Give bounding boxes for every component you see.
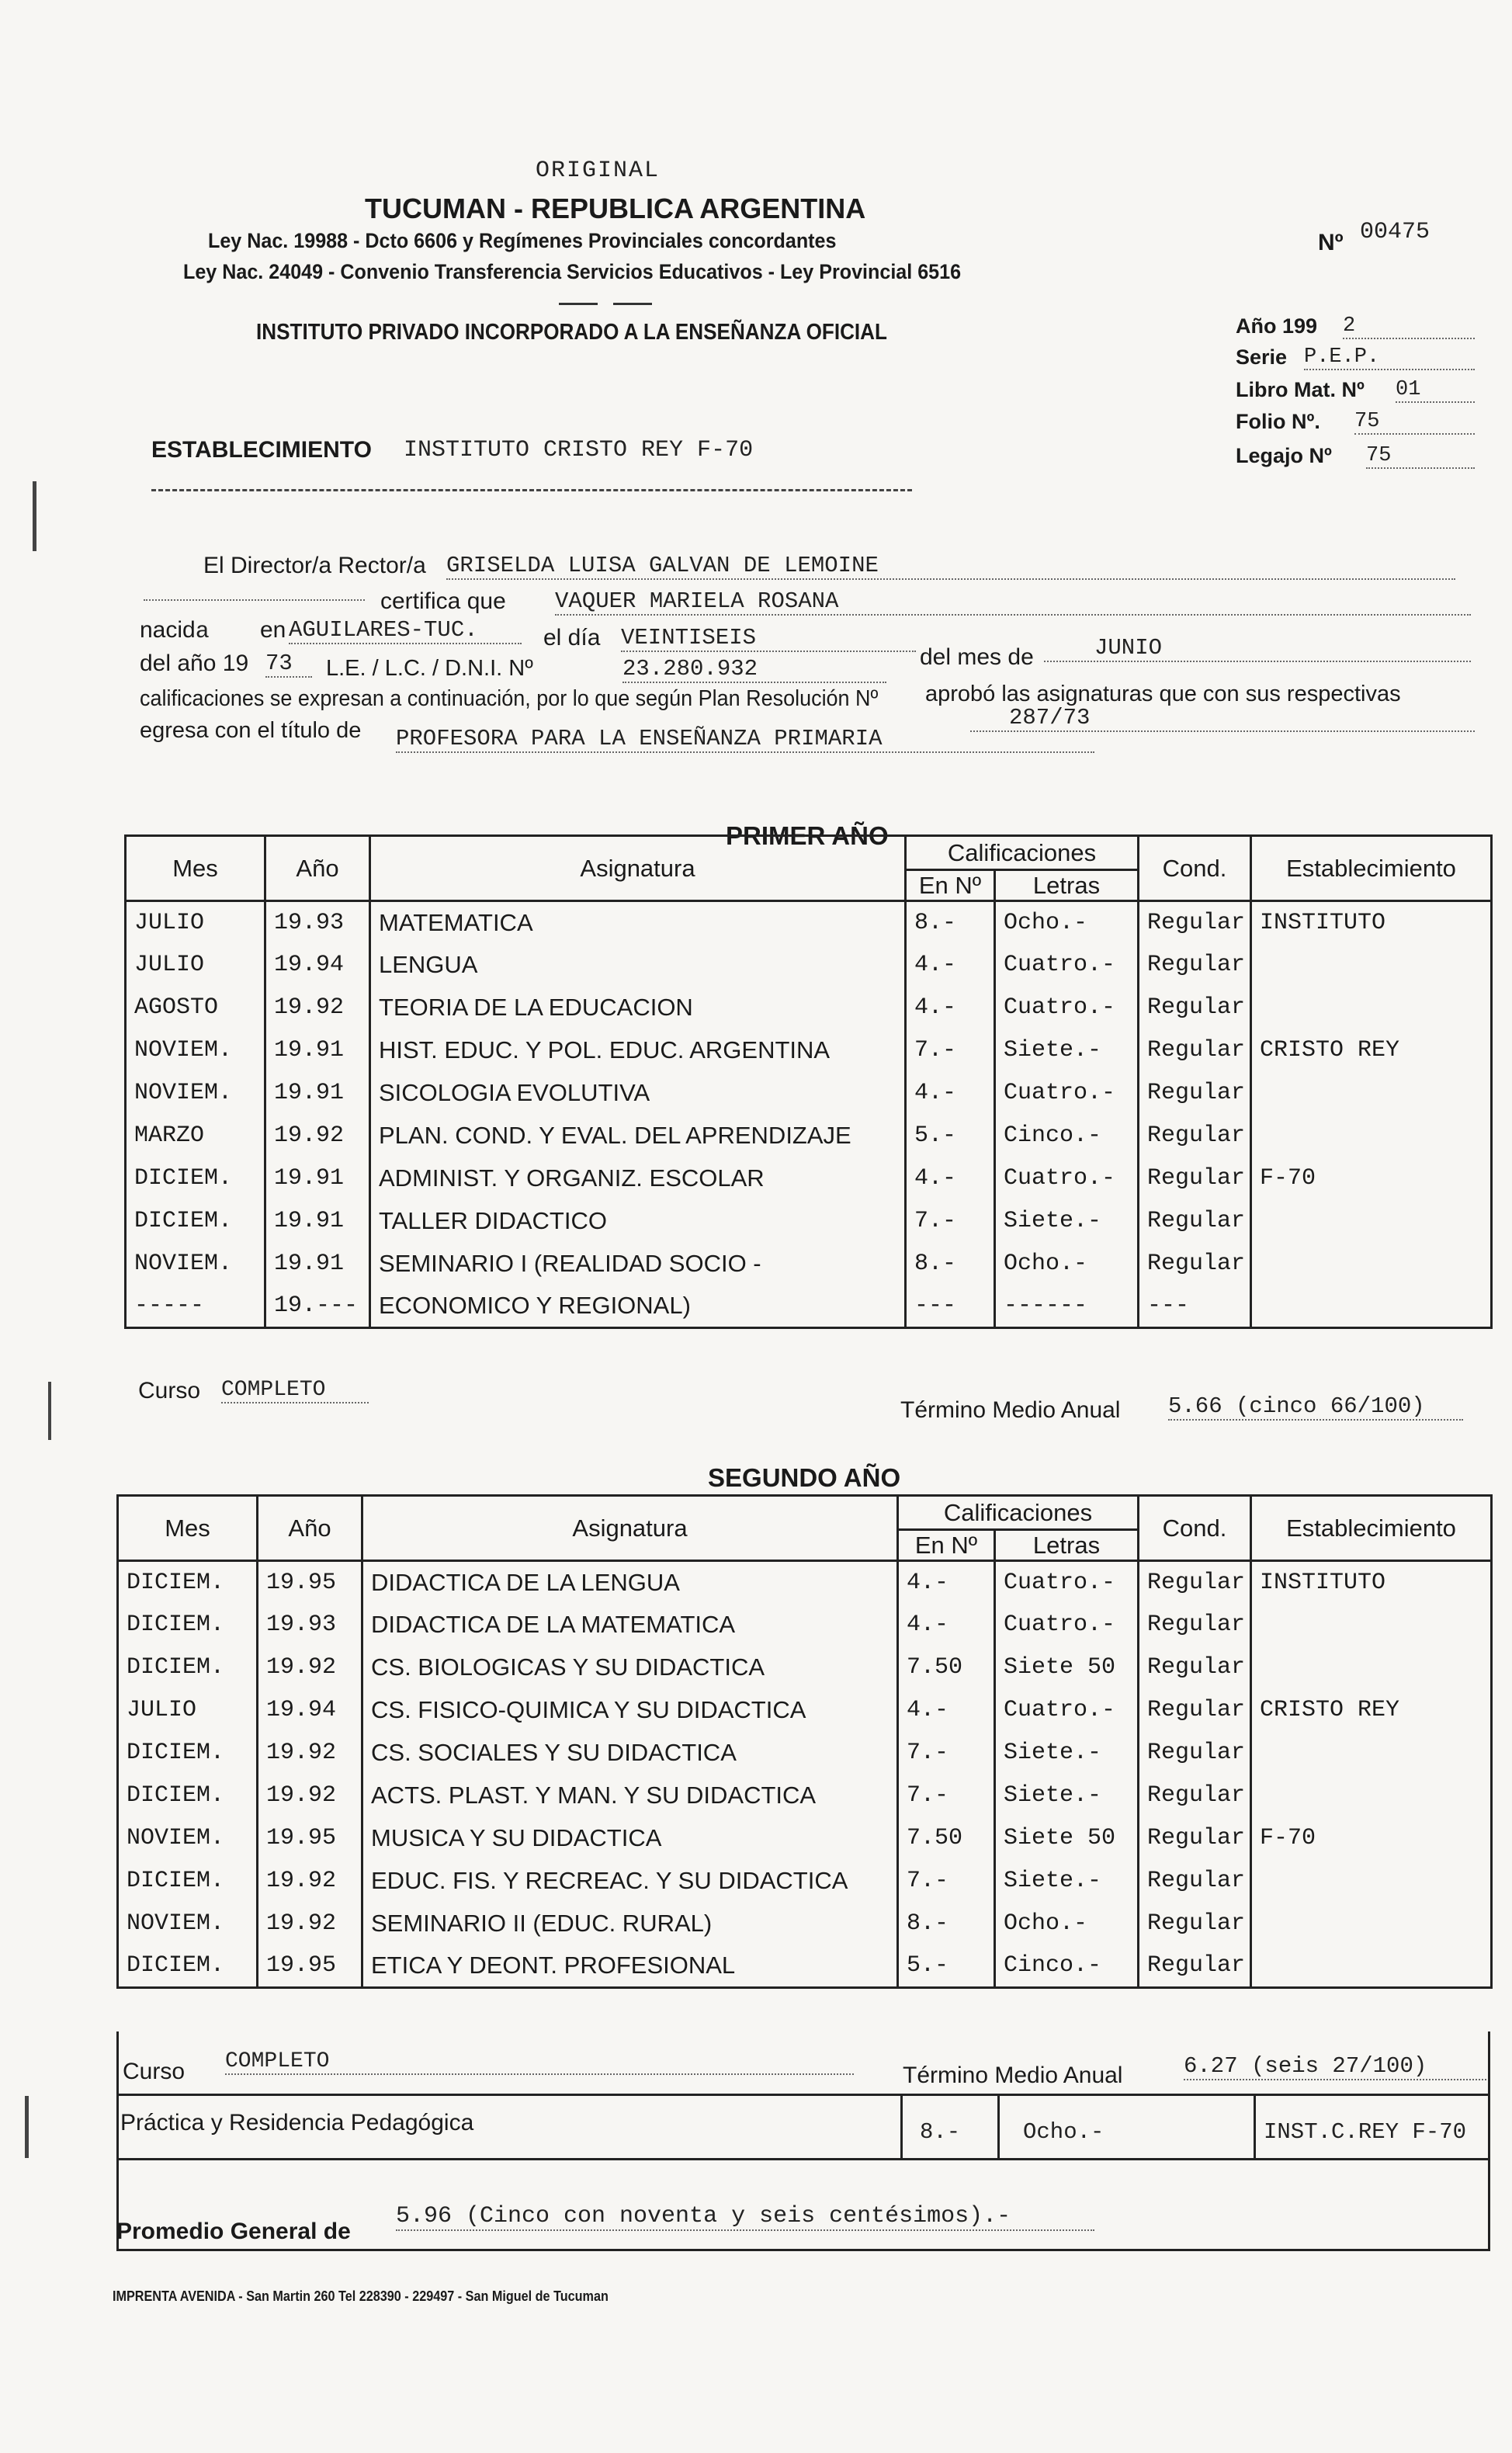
row-anio: 19.91 [265, 1200, 370, 1243]
primer-termino-value: 5.66 (cinco 66/100) [1168, 1393, 1463, 1421]
row-letras: Cuatro.- [995, 987, 1139, 1029]
row-establecimiento [1251, 1072, 1492, 1115]
col-mes: Mes [118, 1496, 258, 1561]
row-asignatura: ECONOMICO Y REGIONAL) [370, 1285, 906, 1328]
row-letras: Cinco.- [995, 1115, 1139, 1157]
row-asignatura: TALLER DIDACTICO [370, 1200, 906, 1243]
row-anio: 19.94 [265, 944, 370, 987]
divider [559, 303, 598, 305]
table-row [126, 1200, 1492, 1243]
libro-label: Libro Mat. Nº [1236, 378, 1365, 401]
primer-anio-table [124, 834, 1493, 1329]
col-en-n: En Nº [898, 1530, 995, 1561]
row-letras: Ocho.- [995, 1243, 1139, 1285]
row-letras: Ocho.- [995, 1903, 1139, 1945]
col-anio: Año [265, 836, 370, 901]
row-anio: 19.95 [258, 1817, 362, 1860]
row-asignatura: DIDACTICA DE LA MATEMATICA [362, 1604, 898, 1646]
table-row [118, 1817, 1492, 1860]
row-mes: NOVIEM. [118, 1903, 258, 1945]
row-cond: Regular [1139, 1072, 1251, 1115]
row-mes: DICIEM. [118, 1945, 258, 1988]
row-establecimiento [1251, 1285, 1492, 1328]
row-en-n: 7.50 [898, 1646, 995, 1689]
row-cond: Regular [1139, 944, 1251, 987]
row-anio: 19.94 [258, 1689, 362, 1732]
row-establecimiento [1251, 1775, 1492, 1817]
anio-value: 73 [265, 651, 312, 678]
row-cond: Regular [1139, 1860, 1251, 1903]
segundo-anio-title: SEGUNDO AÑO [708, 1463, 901, 1492]
row-en-n: 4.- [906, 1157, 995, 1200]
row-letras: Siete 50 [995, 1646, 1139, 1689]
row-asignatura: SEMINARIO I (REALIDAD SOCIO - [370, 1243, 906, 1285]
row-anio: 19.92 [258, 1646, 362, 1689]
dashed-rule [151, 489, 912, 491]
row-mes: MARZO [126, 1115, 265, 1157]
row-establecimiento [1251, 1903, 1492, 1945]
row-cond: --- [1139, 1285, 1251, 1328]
row-asignatura: PLAN. COND. Y EVAL. DEL APRENDIZAJE [370, 1115, 906, 1157]
margin-mark [33, 481, 36, 551]
row-anio: 19.92 [258, 1732, 362, 1775]
col-mes: Mes [126, 836, 265, 901]
table-row [126, 944, 1492, 987]
row-en-n: 4.- [906, 1072, 995, 1115]
col-establecimiento: Establecimiento [1251, 836, 1492, 901]
row-en-n: 5.- [898, 1945, 995, 1988]
segundo-termino-label: Término Medio Anual [903, 2063, 1123, 2088]
row-cond: Regular [1139, 1732, 1251, 1775]
legajo-label: Legajo Nº [1236, 444, 1332, 467]
row-letras: Siete.- [995, 1860, 1139, 1903]
row-en-n: 8.- [898, 1903, 995, 1945]
law-line-1: Ley Nac. 19988 - Dcto 6606 y Regímenes Provinciales concordantes [208, 229, 837, 252]
row-establecimiento [1251, 1945, 1492, 1988]
row-establecimiento [1251, 1115, 1492, 1157]
row-cond: Regular [1139, 1604, 1251, 1646]
table-row [126, 1157, 1492, 1200]
row-mes: NOVIEM. [126, 1029, 265, 1072]
table-row [126, 1115, 1492, 1157]
nacido-suffix: a [195, 619, 210, 645]
col-cond: Cond. [1139, 836, 1251, 901]
row-establecimiento: F-70 [1251, 1157, 1492, 1200]
row-mes: AGOSTO [126, 987, 265, 1029]
plan-value: 287/73 [970, 705, 1475, 732]
row-mes: JULIO [126, 944, 265, 987]
establishment-value: INSTITUTO CRISTO REY F-70 [404, 437, 754, 463]
row-asignatura: CS. BIOLOGICAS Y SU DIDACTICA [362, 1646, 898, 1689]
row-anio: 19.92 [265, 1115, 370, 1157]
row-cond: Regular [1139, 1646, 1251, 1689]
row-letras: Cuatro.- [995, 944, 1139, 987]
promedio-value: 5.96 (Cinco con noventa y seis centésimos).- [396, 2203, 1094, 2231]
row-en-n: 4.- [898, 1561, 995, 1604]
row-asignatura: ADMINIST. Y ORGANIZ. ESCOLAR [370, 1157, 906, 1200]
table-row [118, 1903, 1492, 1945]
row-mes: NOVIEM. [126, 1243, 265, 1285]
row-anio: 19.91 [265, 1243, 370, 1285]
primer-termino-label: Término Medio Anual [900, 1397, 1121, 1423]
day-value: VEINTISEIS [621, 625, 916, 652]
row-anio: 19.91 [265, 1157, 370, 1200]
dotted-rule [144, 599, 365, 601]
institute-line: INSTITUTO PRIVADO INCORPORADO A LA ENSEÑANZA OFICIAL [256, 320, 887, 345]
col-en-n: En Nº [906, 870, 995, 901]
table-row [118, 1945, 1492, 1988]
row-en-n: 8.- [906, 901, 995, 944]
row-letras: Cuatro.- [995, 1604, 1139, 1646]
folio-value: 75 [1354, 410, 1475, 435]
nacido-label [140, 617, 210, 645]
row-establecimiento [1251, 1646, 1492, 1689]
col-asignatura: Asignatura [362, 1496, 898, 1561]
table-row [126, 1285, 1492, 1328]
row-letras: Ocho.- [995, 901, 1139, 944]
table-row [126, 1243, 1492, 1285]
row-anio: 19.92 [258, 1860, 362, 1903]
row-establecimiento: F-70 [1251, 1817, 1492, 1860]
nacido-text: nacid [140, 617, 196, 643]
row-asignatura: MUSICA Y SU DIDACTICA [362, 1817, 898, 1860]
row-en-n: 4.- [906, 987, 995, 1029]
row-letras: Cuatro.- [995, 1689, 1139, 1732]
row-mes: JULIO [118, 1689, 258, 1732]
table-row [118, 1775, 1492, 1817]
row-mes: DICIEM. [126, 1200, 265, 1243]
table-row [118, 1561, 1492, 1604]
margin-mark [48, 1382, 51, 1440]
row-establecimiento [1251, 1604, 1492, 1646]
row-anio: 19.93 [265, 901, 370, 944]
row-letras: Siete.- [995, 1775, 1139, 1817]
row-en-n: --- [906, 1285, 995, 1328]
row-en-n: 7.- [906, 1029, 995, 1072]
director-value: GRISELDA LUISA GALVAN DE LEMOINE [446, 553, 1455, 580]
row-anio: 19.95 [258, 1561, 362, 1604]
month-value: JUNIO [1044, 635, 1471, 662]
practica-label: Práctica y Residencia Pedagógica [120, 2110, 474, 2136]
row-cond: Regular [1139, 1689, 1251, 1732]
row-mes: NOVIEM. [126, 1072, 265, 1115]
row-en-n: 7.- [898, 1732, 995, 1775]
row-asignatura: DIDACTICA DE LA LENGUA [362, 1561, 898, 1604]
calificaciones-text: calificaciones se expresan a continuación, por lo que según Plan Resolución Nº [140, 686, 879, 711]
segundo-termino-value: 6.27 (seis 27/100) [1184, 2053, 1486, 2080]
table-row [126, 901, 1492, 944]
row-anio: 19.92 [258, 1775, 362, 1817]
row-en-n: 8.- [906, 1243, 995, 1285]
row-letras: Cinco.- [995, 1945, 1139, 1988]
year-value: 2 [1343, 314, 1475, 339]
row-en-n: 4.- [898, 1604, 995, 1646]
row-establecimiento: INSTITUTO [1251, 901, 1492, 944]
col-anio: Año [258, 1496, 362, 1561]
primer-anio-title: PRIMER AÑO [726, 821, 889, 850]
col-asignatura: Asignatura [370, 836, 906, 901]
number-label: Nº [1318, 230, 1344, 255]
row-en-n: 7.- [898, 1860, 995, 1903]
row-asignatura: SICOLOGIA EVOLUTIVA [370, 1072, 906, 1115]
row-mes: JULIO [126, 901, 265, 944]
table-row [118, 1604, 1492, 1646]
row-cond: Regular [1139, 1157, 1251, 1200]
dni-value: 23.280.932 [622, 656, 886, 683]
row-establecimiento: INSTITUTO [1251, 1561, 1492, 1604]
title-value: PROFESORA PARA LA ENSEÑANZA PRIMARIA [396, 726, 1094, 753]
col-calificaciones: Calificaciones [898, 1496, 1139, 1530]
row-asignatura: TEORIA DE LA EDUCACION [370, 987, 906, 1029]
folio-label: Folio Nº. [1236, 410, 1320, 433]
col-cond: Cond. [1139, 1496, 1251, 1561]
row-mes: DICIEM. [118, 1561, 258, 1604]
mes-label: del mes de [920, 644, 1034, 670]
row-asignatura: ACTS. PLAST. Y MAN. Y SU DIDACTICA [362, 1775, 898, 1817]
row-mes: DICIEM. [118, 1732, 258, 1775]
dia-label: el día [543, 625, 601, 651]
number-value: 00475 [1360, 219, 1431, 245]
row-cond: Regular [1139, 987, 1251, 1029]
law-line-2: Ley Nac. 24049 - Convenio Transferencia Servicios Educativos - Ley Provincial 6516 [183, 260, 962, 283]
row-asignatura: LENGUA [370, 944, 906, 987]
practica-est: INST.C.REY F-70 [1264, 2119, 1467, 2145]
establishment-label: ESTABLECIMIENTO [151, 437, 372, 463]
anio-label: del año 19 [140, 651, 249, 676]
row-establecimiento [1251, 944, 1492, 987]
row-letras: Siete.- [995, 1732, 1139, 1775]
table-row [118, 1860, 1492, 1903]
row-anio: 19.93 [258, 1604, 362, 1646]
divider [997, 2094, 1000, 2158]
header-title: TUCUMAN - REPUBLICA ARGENTINA [365, 193, 866, 224]
row-cond: Regular [1139, 1817, 1251, 1860]
row-anio: 19.91 [265, 1029, 370, 1072]
col-calificaciones: Calificaciones [906, 836, 1139, 870]
table-row [118, 1732, 1492, 1775]
row-anio: 19.92 [258, 1903, 362, 1945]
row-establecimiento [1251, 987, 1492, 1029]
practica-letras: Ocho.- [1023, 2119, 1105, 2145]
row-cond: Regular [1139, 1561, 1251, 1604]
row-mes: DICIEM. [126, 1157, 265, 1200]
row-en-n: 7.- [898, 1775, 995, 1817]
row-mes: DICIEM. [118, 1860, 258, 1903]
row-anio: 19.--- [265, 1285, 370, 1328]
row-anio: 19.91 [265, 1072, 370, 1115]
row-en-n: 7.50 [898, 1817, 995, 1860]
row-asignatura: CS. FISICO-QUIMICA Y SU DIDACTICA [362, 1689, 898, 1732]
aprobo-text: aprobó las asignaturas que con sus respectivas [925, 682, 1401, 706]
row-anio: 19.95 [258, 1945, 362, 1988]
row-letras: Siete.- [995, 1029, 1139, 1072]
divider [1254, 2094, 1256, 2158]
row-asignatura: EDUC. FIS. Y RECREAC. Y SU DIDACTICA [362, 1860, 898, 1903]
row-cond: Regular [1139, 1243, 1251, 1285]
le-label: L.E. / L.C. / D.N.I. Nº [326, 656, 533, 681]
divider [613, 303, 652, 305]
row-mes: NOVIEM. [118, 1817, 258, 1860]
row-cond: Regular [1139, 1775, 1251, 1817]
row-mes: DICIEM. [118, 1604, 258, 1646]
practica-num: 8.- [920, 2119, 961, 2145]
row-cond: Regular [1139, 1029, 1251, 1072]
row-cond: Regular [1139, 1903, 1251, 1945]
col-letras: Letras [995, 870, 1139, 901]
col-establecimiento: Establecimiento [1251, 1496, 1492, 1561]
legajo-value: 75 [1366, 444, 1475, 469]
libro-value: 01 [1396, 378, 1475, 403]
serie-value: P.E.P. [1304, 345, 1475, 370]
en-label: en [260, 617, 286, 643]
row-mes: DICIEM. [118, 1646, 258, 1689]
year-label: Año 199 [1236, 314, 1318, 338]
divider [116, 2158, 1490, 2160]
row-en-n: 5.- [906, 1115, 995, 1157]
table-row [126, 1029, 1492, 1072]
row-establecimiento [1251, 1243, 1492, 1285]
row-anio: 19.92 [265, 987, 370, 1029]
row-asignatura: MATEMATICA [370, 901, 906, 944]
row-letras: Cuatro.- [995, 1157, 1139, 1200]
row-establecimiento: CRISTO REY [1251, 1029, 1492, 1072]
row-asignatura: ETICA Y DEONT. PROFESIONAL [362, 1945, 898, 1988]
row-establecimiento: CRISTO REY [1251, 1689, 1492, 1732]
row-en-n: 4.- [898, 1689, 995, 1732]
row-cond: Regular [1139, 901, 1251, 944]
row-letras: Siete.- [995, 1200, 1139, 1243]
birthplace-value: AGUILARES-TUC. [289, 617, 522, 644]
serie-label: Serie [1236, 345, 1288, 369]
certifica-label: certifica que [380, 588, 506, 614]
row-establecimiento [1251, 1200, 1492, 1243]
director-label: El Director/a Rector/a [203, 553, 426, 578]
row-asignatura: SEMINARIO II (EDUC. RURAL) [362, 1903, 898, 1945]
row-letras: Cuatro.- [995, 1072, 1139, 1115]
margin-mark [25, 2096, 29, 2158]
row-en-n: 7.- [906, 1200, 995, 1243]
row-cond: Regular [1139, 1200, 1251, 1243]
row-en-n: 4.- [906, 944, 995, 987]
table-row [126, 1072, 1492, 1115]
printer-footer: IMPRENTA AVENIDA - San Martin 260 Tel 228390 - 229497 - San Miguel de Tucuman [113, 2288, 609, 2304]
table-row [118, 1689, 1492, 1732]
row-letras: Cuatro.- [995, 1561, 1139, 1604]
primer-curso-value: COMPLETO [221, 1378, 369, 1403]
row-letras: Siete 50 [995, 1817, 1139, 1860]
row-mes: DICIEM. [118, 1775, 258, 1817]
primer-curso-label: Curso [138, 1378, 201, 1403]
original-label: ORIGINAL [536, 158, 661, 184]
row-asignatura: CS. SOCIALES Y SU DIDACTICA [362, 1732, 898, 1775]
segundo-curso-label: Curso [123, 2059, 186, 2084]
table-row [126, 987, 1492, 1029]
student-value: VAQUER MARIELA ROSANA [555, 588, 1471, 616]
divider [900, 2094, 903, 2158]
segundo-curso-value: COMPLETO [225, 2049, 854, 2075]
table-row [118, 1646, 1492, 1689]
row-cond: Regular [1139, 1945, 1251, 1988]
divider [116, 2094, 1490, 2096]
row-mes: ----- [126, 1285, 265, 1328]
row-establecimiento [1251, 1732, 1492, 1775]
row-asignatura: HIST. EDUC. Y POL. EDUC. ARGENTINA [370, 1029, 906, 1072]
egresa-text: egresa con el título de [140, 718, 362, 743]
promedio-label: Promedio General de [116, 2219, 351, 2244]
row-letras: ------ [995, 1285, 1139, 1328]
col-letras: Letras [995, 1530, 1139, 1561]
row-establecimiento [1251, 1860, 1492, 1903]
row-cond: Regular [1139, 1115, 1251, 1157]
segundo-anio-table [116, 1494, 1493, 1989]
